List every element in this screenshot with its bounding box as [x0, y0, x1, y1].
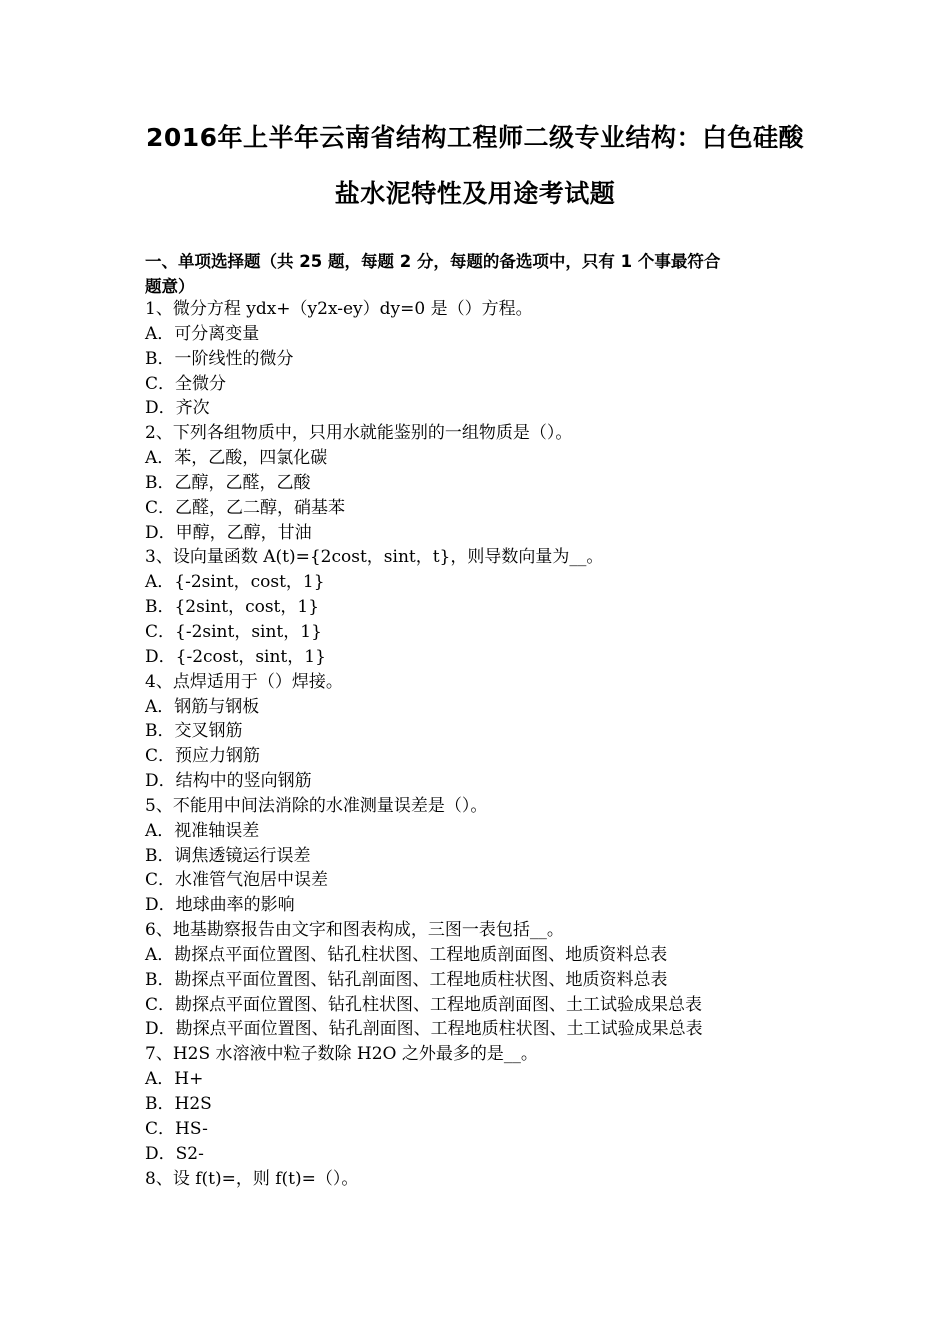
option-c: C．预应力钢筋	[145, 746, 261, 767]
question-stem: 2、下列各组物质中，只用水就能鉴别的一组物质是（）。	[145, 423, 573, 444]
option-d: D．齐次	[145, 398, 210, 419]
option-b: B．调焦透镜运行误差	[145, 845, 311, 866]
option-b: B．乙醇，乙醛，乙酸	[145, 472, 311, 493]
option-d: D．地球曲率的影响	[145, 895, 295, 916]
option-d: D．{-2cost，sint，1}	[145, 646, 326, 667]
question-6	[145, 918, 825, 1042]
option-a: A．{-2sint，cost，1}	[145, 572, 325, 593]
option-c: C．全微分	[145, 373, 227, 394]
question-list	[145, 297, 825, 1191]
option-a: A．勘探点平面位置图、钻孔柱状图、工程地质剖面图、地质资料总表	[145, 944, 668, 965]
option-c: C．水准管气泡居中误差	[145, 870, 329, 891]
option-d: D．甲醇，乙醇，甘油	[145, 522, 312, 543]
option-d: D．S2-	[145, 1143, 204, 1164]
option-b: B．交叉钢筋	[145, 721, 243, 742]
question-5	[145, 794, 825, 918]
question-stem: 6、地基勘察报告由文字和图表构成，三图一表包括__。	[145, 920, 564, 941]
document-title-line2: 盐水泥特性及用途考试题	[334, 179, 616, 208]
question-7	[145, 1042, 825, 1166]
section-heading-line2: 题意）	[145, 277, 195, 296]
option-a: A．视准轴误差	[145, 820, 260, 841]
question-2	[145, 421, 825, 545]
question-stem: 5、不能用中间法消除的水准测量误差是（）。	[145, 795, 488, 816]
option-d: D．勘探点平面位置图、钻孔剖面图、工程地质柱状图、土工试验成果总表	[145, 1019, 703, 1040]
option-c: C．勘探点平面位置图、钻孔柱状图、工程地质剖面图、土工试验成果总表	[145, 994, 703, 1015]
section-heading-line1: 一、单项选择题（共 25 题，每题 2 分，每题的备选项中，只有 1 个事最符合	[145, 252, 721, 271]
question-1	[145, 297, 825, 421]
question-stem: 7、H2S 水溶液中粒子数除 H2O 之外最多的是__。	[145, 1044, 538, 1065]
question-stem: 1、微分方程 ydx+（y2x-ey）dy=0 是（）方程。	[145, 299, 533, 319]
question-stem: 4、点焊适用于（）焊接。	[145, 671, 343, 692]
option-a: A．苯，乙酸，四氯化碳	[145, 448, 328, 469]
option-b: B．H2S	[145, 1094, 212, 1114]
question-stem: 8、设 f(t)=，则 f(t)=（）。	[145, 1168, 359, 1189]
option-c: C．HS-	[145, 1118, 208, 1139]
option-c: C．{-2sint，sint，1}	[145, 621, 322, 642]
question-4	[145, 670, 825, 794]
option-a: A．H+	[145, 1069, 204, 1090]
option-a: A．钢筋与钢板	[145, 696, 260, 717]
option-b: B．勘探点平面位置图、钻孔剖面图、工程地质柱状图、地质资料总表	[145, 969, 668, 990]
document-title-line1: 2016年上半年云南省结构工程师二级专业结构：白色硅酸	[145, 123, 805, 152]
question-3	[145, 545, 825, 669]
section-heading	[145, 249, 810, 299]
option-a: A．可分离变量	[145, 323, 260, 344]
option-d: D．结构中的竖向钢筋	[145, 771, 312, 792]
question-stem: 3、设向量函数 A(t)={2cost，sint，t}，则导数向量为__。	[145, 547, 604, 568]
option-c: C．乙醛，乙二醇，硝基苯	[145, 497, 346, 518]
question-8	[145, 1167, 825, 1192]
option-b: B．一阶线性的微分	[145, 348, 294, 369]
option-b: B．{2sint，cost，1}	[145, 597, 320, 618]
